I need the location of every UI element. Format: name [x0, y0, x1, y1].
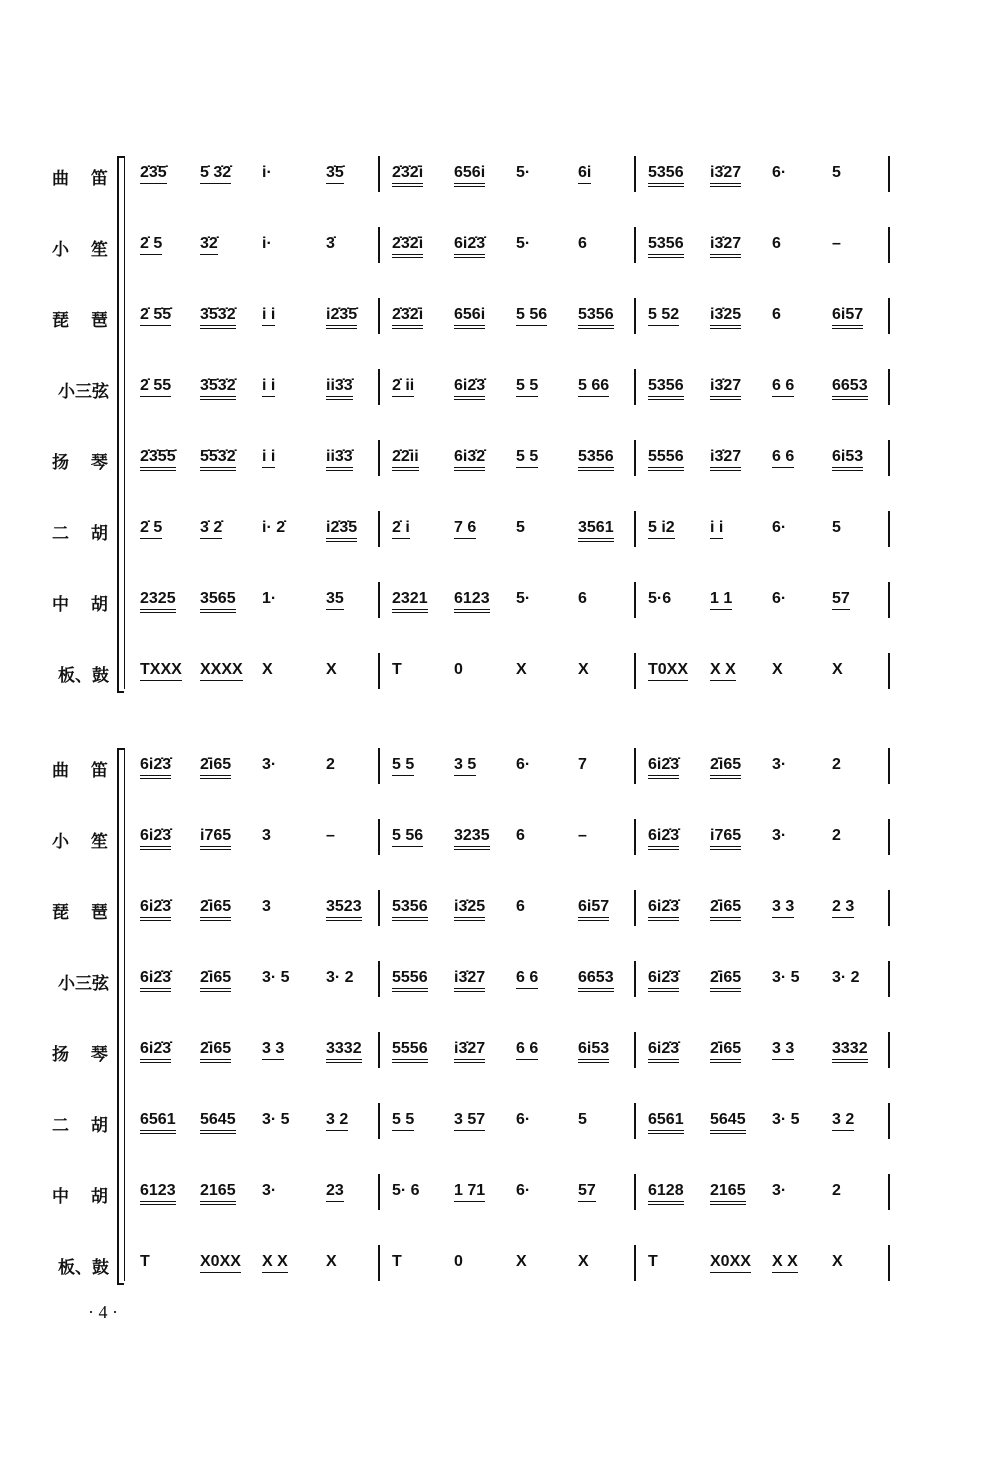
- note-group: 6·: [516, 756, 531, 773]
- note-group: 5·6: [648, 590, 672, 607]
- note-group: 6·: [516, 1111, 531, 1128]
- note-group: i3̇25: [710, 306, 741, 329]
- note-group: 2̇ 55: [140, 377, 171, 397]
- note-group: 6i2̇3̇: [140, 1040, 171, 1063]
- note-group: 2̇i65: [710, 1040, 741, 1063]
- barline: [888, 156, 890, 192]
- barline: [634, 1103, 636, 1139]
- note-group: 3·: [262, 1182, 277, 1199]
- note-group: i i: [710, 519, 723, 539]
- note-group: 0: [454, 1253, 463, 1270]
- staff-row: [0, 298, 990, 342]
- note-group: 6i2̇3̇: [140, 969, 171, 992]
- note-group: 5 66: [578, 377, 609, 397]
- note-group: 5 5: [516, 448, 538, 468]
- barline: [634, 819, 636, 855]
- note-group: 6i2̇3̇: [648, 969, 679, 992]
- note-group: 6i2̇3̇: [648, 756, 679, 779]
- staff-row: [0, 369, 990, 413]
- note-group: –: [326, 827, 335, 844]
- note-group: 3: [262, 827, 271, 844]
- note-group: 2̇ 5: [140, 235, 162, 255]
- note-group: 5356: [578, 306, 614, 329]
- note-group: 1 71: [454, 1182, 485, 1202]
- note-group: 1·: [262, 590, 277, 607]
- barline: [888, 1174, 890, 1210]
- note-group: i i: [262, 306, 275, 326]
- note-group: 0: [454, 661, 463, 678]
- barline: [634, 511, 636, 547]
- note-group: 5: [832, 519, 841, 536]
- note-group: 6 6: [516, 1040, 538, 1060]
- note-group: 3565: [200, 590, 236, 613]
- barline: [378, 369, 380, 405]
- note-group: 3̇: [326, 235, 335, 252]
- note-group: 3· 2: [832, 969, 860, 986]
- note-group: 2̇i65: [710, 969, 741, 992]
- note-group: ii3̇3̇: [326, 377, 353, 400]
- note-group: i·: [262, 164, 272, 181]
- note-group: 3· 2: [326, 969, 354, 986]
- barline: [378, 1174, 380, 1210]
- note-group: i2̇3̇5: [326, 519, 357, 542]
- note-group: X: [772, 661, 783, 678]
- note-group: 2̇i65: [710, 756, 741, 779]
- note-group: X: [832, 1253, 843, 1270]
- note-group: 5 i2: [648, 519, 675, 539]
- barline: [634, 440, 636, 476]
- barline: [634, 1032, 636, 1068]
- note-group: TXXX: [140, 661, 182, 681]
- instrument-label: 扬 琴: [52, 453, 116, 473]
- instrument-label: 中 胡: [52, 1187, 116, 1207]
- note-group: 5 5: [392, 1111, 414, 1131]
- note-group: T: [648, 1253, 658, 1270]
- note-group: 3· 5: [262, 1111, 290, 1128]
- note-group: X X: [772, 1253, 798, 1273]
- note-group: 2̇ i: [392, 519, 410, 539]
- note-group: X0XX: [200, 1253, 241, 1273]
- barline: [888, 511, 890, 547]
- note-group: 5̇ 3̇2̇: [200, 164, 231, 184]
- note-group: 6653: [832, 377, 868, 400]
- note-group: i3̇27: [454, 969, 485, 992]
- note-group: 5: [516, 519, 525, 536]
- note-group: i3̇27: [710, 164, 741, 187]
- note-group: 2̇ 5: [140, 519, 162, 539]
- note-group: i3̇25: [454, 898, 485, 921]
- note-group: 6: [516, 898, 525, 915]
- note-group: 5 52: [648, 306, 679, 326]
- note-group: 3· 5: [772, 969, 800, 986]
- barline: [888, 440, 890, 476]
- page-number: · 4 ·: [88, 1302, 118, 1322]
- note-group: 7 6: [454, 519, 476, 539]
- note-group: 57: [832, 590, 850, 610]
- note-group: 2̇2̇ii: [392, 448, 419, 471]
- barline: [634, 582, 636, 618]
- note-group: 6i2̇3̇: [140, 756, 171, 779]
- note-group: i3̇27: [454, 1040, 485, 1063]
- note-group: 6123: [454, 590, 490, 613]
- instrument-label: 中 胡: [52, 595, 116, 615]
- instrument-label: 小三弦: [58, 382, 109, 402]
- note-group: 3332: [326, 1040, 362, 1063]
- note-group: 656i: [454, 164, 485, 187]
- note-group: 3235: [454, 827, 490, 850]
- instrument-label: 二 胡: [52, 524, 116, 544]
- instrument-label: 小 笙: [52, 240, 116, 260]
- note-group: 2̇3̇5̇5̇: [140, 448, 176, 471]
- staff-row: [0, 227, 990, 271]
- barline: [378, 748, 380, 784]
- note-group: 5 56: [392, 827, 423, 847]
- note-group: 3·: [772, 756, 787, 773]
- note-group: 6128: [648, 1182, 684, 1205]
- note-group: 6 6: [772, 448, 794, 468]
- barline: [888, 1032, 890, 1068]
- note-group: 35: [326, 590, 344, 610]
- note-group: i3̇27: [710, 448, 741, 471]
- note-group: 2165: [710, 1182, 746, 1205]
- note-group: i2̇3̇5̇: [326, 306, 357, 329]
- note-group: X: [326, 661, 337, 678]
- barline: [634, 890, 636, 926]
- instrument-label: 扬 琴: [52, 1045, 116, 1065]
- barline: [378, 819, 380, 855]
- note-group: 2: [832, 827, 841, 844]
- note-group: i i: [262, 377, 275, 397]
- note-group: 6i3̇2̇: [454, 448, 485, 471]
- note-group: 6i2̇3̇: [648, 827, 679, 850]
- note-group: 5556: [392, 969, 428, 992]
- barline: [888, 227, 890, 263]
- note-group: 2̇ 5̇5̇: [140, 306, 171, 326]
- note-group: 6i53: [832, 448, 863, 471]
- barline: [888, 748, 890, 784]
- note-group: 6·: [772, 590, 787, 607]
- note-group: 5356: [648, 377, 684, 400]
- note-group: X: [326, 1253, 337, 1270]
- note-group: i i: [262, 448, 275, 468]
- note-group: 6·: [516, 1182, 531, 1199]
- note-group: 5 5: [392, 756, 414, 776]
- note-group: 2321: [392, 590, 428, 613]
- note-group: 3 57: [454, 1111, 485, 1131]
- note-group: 2̇i65: [200, 898, 231, 921]
- note-group: 6·: [772, 164, 787, 181]
- note-group: 3̇ 2̇: [200, 519, 222, 539]
- instrument-label: 琵 琶: [52, 903, 116, 923]
- barline: [634, 156, 636, 192]
- staff-row: [0, 440, 990, 484]
- note-group: 6·: [772, 519, 787, 536]
- staff-row: [0, 156, 990, 200]
- note-group: 2: [832, 1182, 841, 1199]
- note-group: 6i2̇3̇: [454, 235, 485, 258]
- note-group: i3̇27: [710, 235, 741, 258]
- note-group: 3 2: [832, 1111, 854, 1131]
- note-group: X: [262, 661, 273, 678]
- note-group: 5· 6: [392, 1182, 420, 1199]
- note-group: T: [392, 1253, 402, 1270]
- note-group: 6 6: [772, 377, 794, 397]
- note-group: 3 3: [772, 898, 794, 918]
- note-group: 6653: [578, 969, 614, 992]
- note-group: 2̇3̇5̇: [140, 164, 167, 184]
- barline: [888, 298, 890, 334]
- note-group: 3 3: [772, 1040, 794, 1060]
- note-group: –: [832, 235, 841, 252]
- barline: [634, 227, 636, 263]
- note-group: 3523: [326, 898, 362, 921]
- instrument-label: 曲 笛: [52, 761, 116, 781]
- note-group: XXXX: [200, 661, 243, 681]
- staff-row: [0, 748, 990, 792]
- note-group: 7: [578, 756, 587, 773]
- note-group: 2̇i65: [200, 969, 231, 992]
- note-group: 6i57: [832, 306, 863, 329]
- note-group: 6: [772, 306, 781, 323]
- barline: [634, 298, 636, 334]
- note-group: 3̇5̇: [326, 164, 344, 184]
- note-group: 2̇i65: [200, 1040, 231, 1063]
- note-group: 5556: [392, 1040, 428, 1063]
- note-group: 5 5: [516, 377, 538, 397]
- note-group: 6561: [140, 1111, 176, 1134]
- staff-row: [0, 511, 990, 555]
- barline: [888, 1103, 890, 1139]
- note-group: 3· 5: [772, 1111, 800, 1128]
- note-group: 5·: [516, 590, 531, 607]
- note-group: 3 2: [326, 1111, 348, 1131]
- note-group: X X: [262, 1253, 288, 1273]
- barline: [634, 748, 636, 784]
- note-group: 6: [516, 827, 525, 844]
- note-group: 57: [578, 1182, 596, 1202]
- instrument-label: 板、鼓: [58, 1258, 109, 1278]
- note-group: 3332: [832, 1040, 868, 1063]
- barline: [378, 227, 380, 263]
- note-group: i· 2̇: [262, 519, 286, 536]
- instrument-label: 小 笙: [52, 832, 116, 852]
- note-group: 656i: [454, 306, 485, 329]
- barline: [634, 961, 636, 997]
- note-group: 6i2̇3̇: [140, 827, 171, 850]
- note-group: 2325: [140, 590, 176, 613]
- note-group: i·: [262, 235, 272, 252]
- note-group: 6561: [648, 1111, 684, 1134]
- staff-row: [0, 653, 990, 697]
- instrument-label: 曲 笛: [52, 169, 116, 189]
- barline: [888, 890, 890, 926]
- note-group: i765: [710, 827, 741, 850]
- note-group: 3̇5̇3̇2̇: [200, 306, 236, 329]
- note-group: 5 56: [516, 306, 547, 326]
- note-group: 2̇3̇2̇i: [392, 164, 423, 187]
- instrument-label: 琵 琶: [52, 311, 116, 331]
- staff-row: [0, 1245, 990, 1289]
- barline: [378, 156, 380, 192]
- instrument-label: 二 胡: [52, 1116, 116, 1136]
- note-group: 3̇2̇: [200, 235, 218, 255]
- note-group: 3561: [578, 519, 614, 542]
- note-group: 2: [832, 756, 841, 773]
- note-group: 23: [326, 1182, 344, 1202]
- note-group: 6i2̇3̇: [140, 898, 171, 921]
- note-group: T0XX: [648, 661, 688, 681]
- note-group: X: [516, 1253, 527, 1270]
- barline: [378, 1245, 380, 1281]
- instrument-label: 小三弦: [58, 974, 109, 994]
- note-group: 3 3: [262, 1040, 284, 1060]
- staff-row: [0, 582, 990, 626]
- note-group: 5356: [648, 164, 684, 187]
- note-group: 6i57: [578, 898, 609, 921]
- barline: [378, 582, 380, 618]
- staff-row: [0, 1174, 990, 1218]
- note-group: 3·: [772, 827, 787, 844]
- note-group: 5645: [200, 1111, 236, 1134]
- note-group: 5356: [648, 235, 684, 258]
- note-group: 6: [772, 235, 781, 252]
- note-group: 1 1: [710, 590, 732, 610]
- note-group: 3: [262, 898, 271, 915]
- barline: [634, 1245, 636, 1281]
- barline: [634, 653, 636, 689]
- note-group: 5556: [648, 448, 684, 471]
- note-group: 2̇ ii: [392, 377, 414, 397]
- note-group: 5: [578, 1111, 587, 1128]
- note-group: X: [832, 661, 843, 678]
- note-group: X0XX: [710, 1253, 751, 1273]
- note-group: 6i: [578, 164, 591, 184]
- staff-row: [0, 819, 990, 863]
- instrument-label: 板、鼓: [58, 666, 109, 686]
- note-group: 6 6: [516, 969, 538, 989]
- note-group: 5·: [516, 235, 531, 252]
- barline: [634, 1174, 636, 1210]
- note-group: 6: [578, 590, 587, 607]
- note-group: 6i2̇3̇: [648, 1040, 679, 1063]
- barline: [888, 961, 890, 997]
- note-group: 6: [578, 235, 587, 252]
- note-group: 6123: [140, 1182, 176, 1205]
- staff-row: [0, 961, 990, 1005]
- note-group: 5645: [710, 1111, 746, 1134]
- note-group: X: [516, 661, 527, 678]
- note-group: X: [578, 1253, 589, 1270]
- note-group: 5: [832, 164, 841, 181]
- note-group: 6i53: [578, 1040, 609, 1063]
- barline: [378, 511, 380, 547]
- note-group: 3· 5: [262, 969, 290, 986]
- barline: [888, 1245, 890, 1281]
- barline: [888, 819, 890, 855]
- barline: [378, 961, 380, 997]
- note-group: 6i2̇3̇: [454, 377, 485, 400]
- note-group: 3·: [262, 756, 277, 773]
- note-group: i765: [200, 827, 231, 850]
- barline: [378, 1032, 380, 1068]
- note-group: 2 3: [832, 898, 854, 918]
- barline: [378, 653, 380, 689]
- note-group: T: [140, 1253, 150, 1270]
- note-group: ii3̇3̇: [326, 448, 353, 471]
- note-group: X X: [710, 661, 736, 681]
- note-group: 2̇3̇2̇i: [392, 235, 423, 258]
- note-group: 5·: [516, 164, 531, 181]
- barline: [888, 653, 890, 689]
- note-group: 3̇5̇3̇2̇: [200, 377, 236, 400]
- note-group: X: [578, 661, 589, 678]
- note-group: 5356: [578, 448, 614, 471]
- barline: [378, 298, 380, 334]
- note-group: 6i2̇3̇: [648, 898, 679, 921]
- staff-row: [0, 1103, 990, 1147]
- barline: [888, 582, 890, 618]
- note-group: –: [578, 827, 587, 844]
- note-group: 2̇i65: [200, 756, 231, 779]
- staff-row: [0, 1032, 990, 1076]
- note-group: 3 5: [454, 756, 476, 776]
- note-group: 2̇i65: [710, 898, 741, 921]
- note-group: 5̇5̇3̇2̇: [200, 448, 236, 471]
- staff-row: [0, 890, 990, 934]
- barline: [378, 890, 380, 926]
- note-group: i3̇27: [710, 377, 741, 400]
- note-group: T: [392, 661, 402, 678]
- barline: [378, 1103, 380, 1139]
- barline: [634, 369, 636, 405]
- note-group: 2̇3̇2̇i: [392, 306, 423, 329]
- barline: [378, 440, 380, 476]
- note-group: 2: [326, 756, 335, 773]
- note-group: 5356: [392, 898, 428, 921]
- note-group: 3·: [772, 1182, 787, 1199]
- barline: [888, 369, 890, 405]
- note-group: 2165: [200, 1182, 236, 1205]
